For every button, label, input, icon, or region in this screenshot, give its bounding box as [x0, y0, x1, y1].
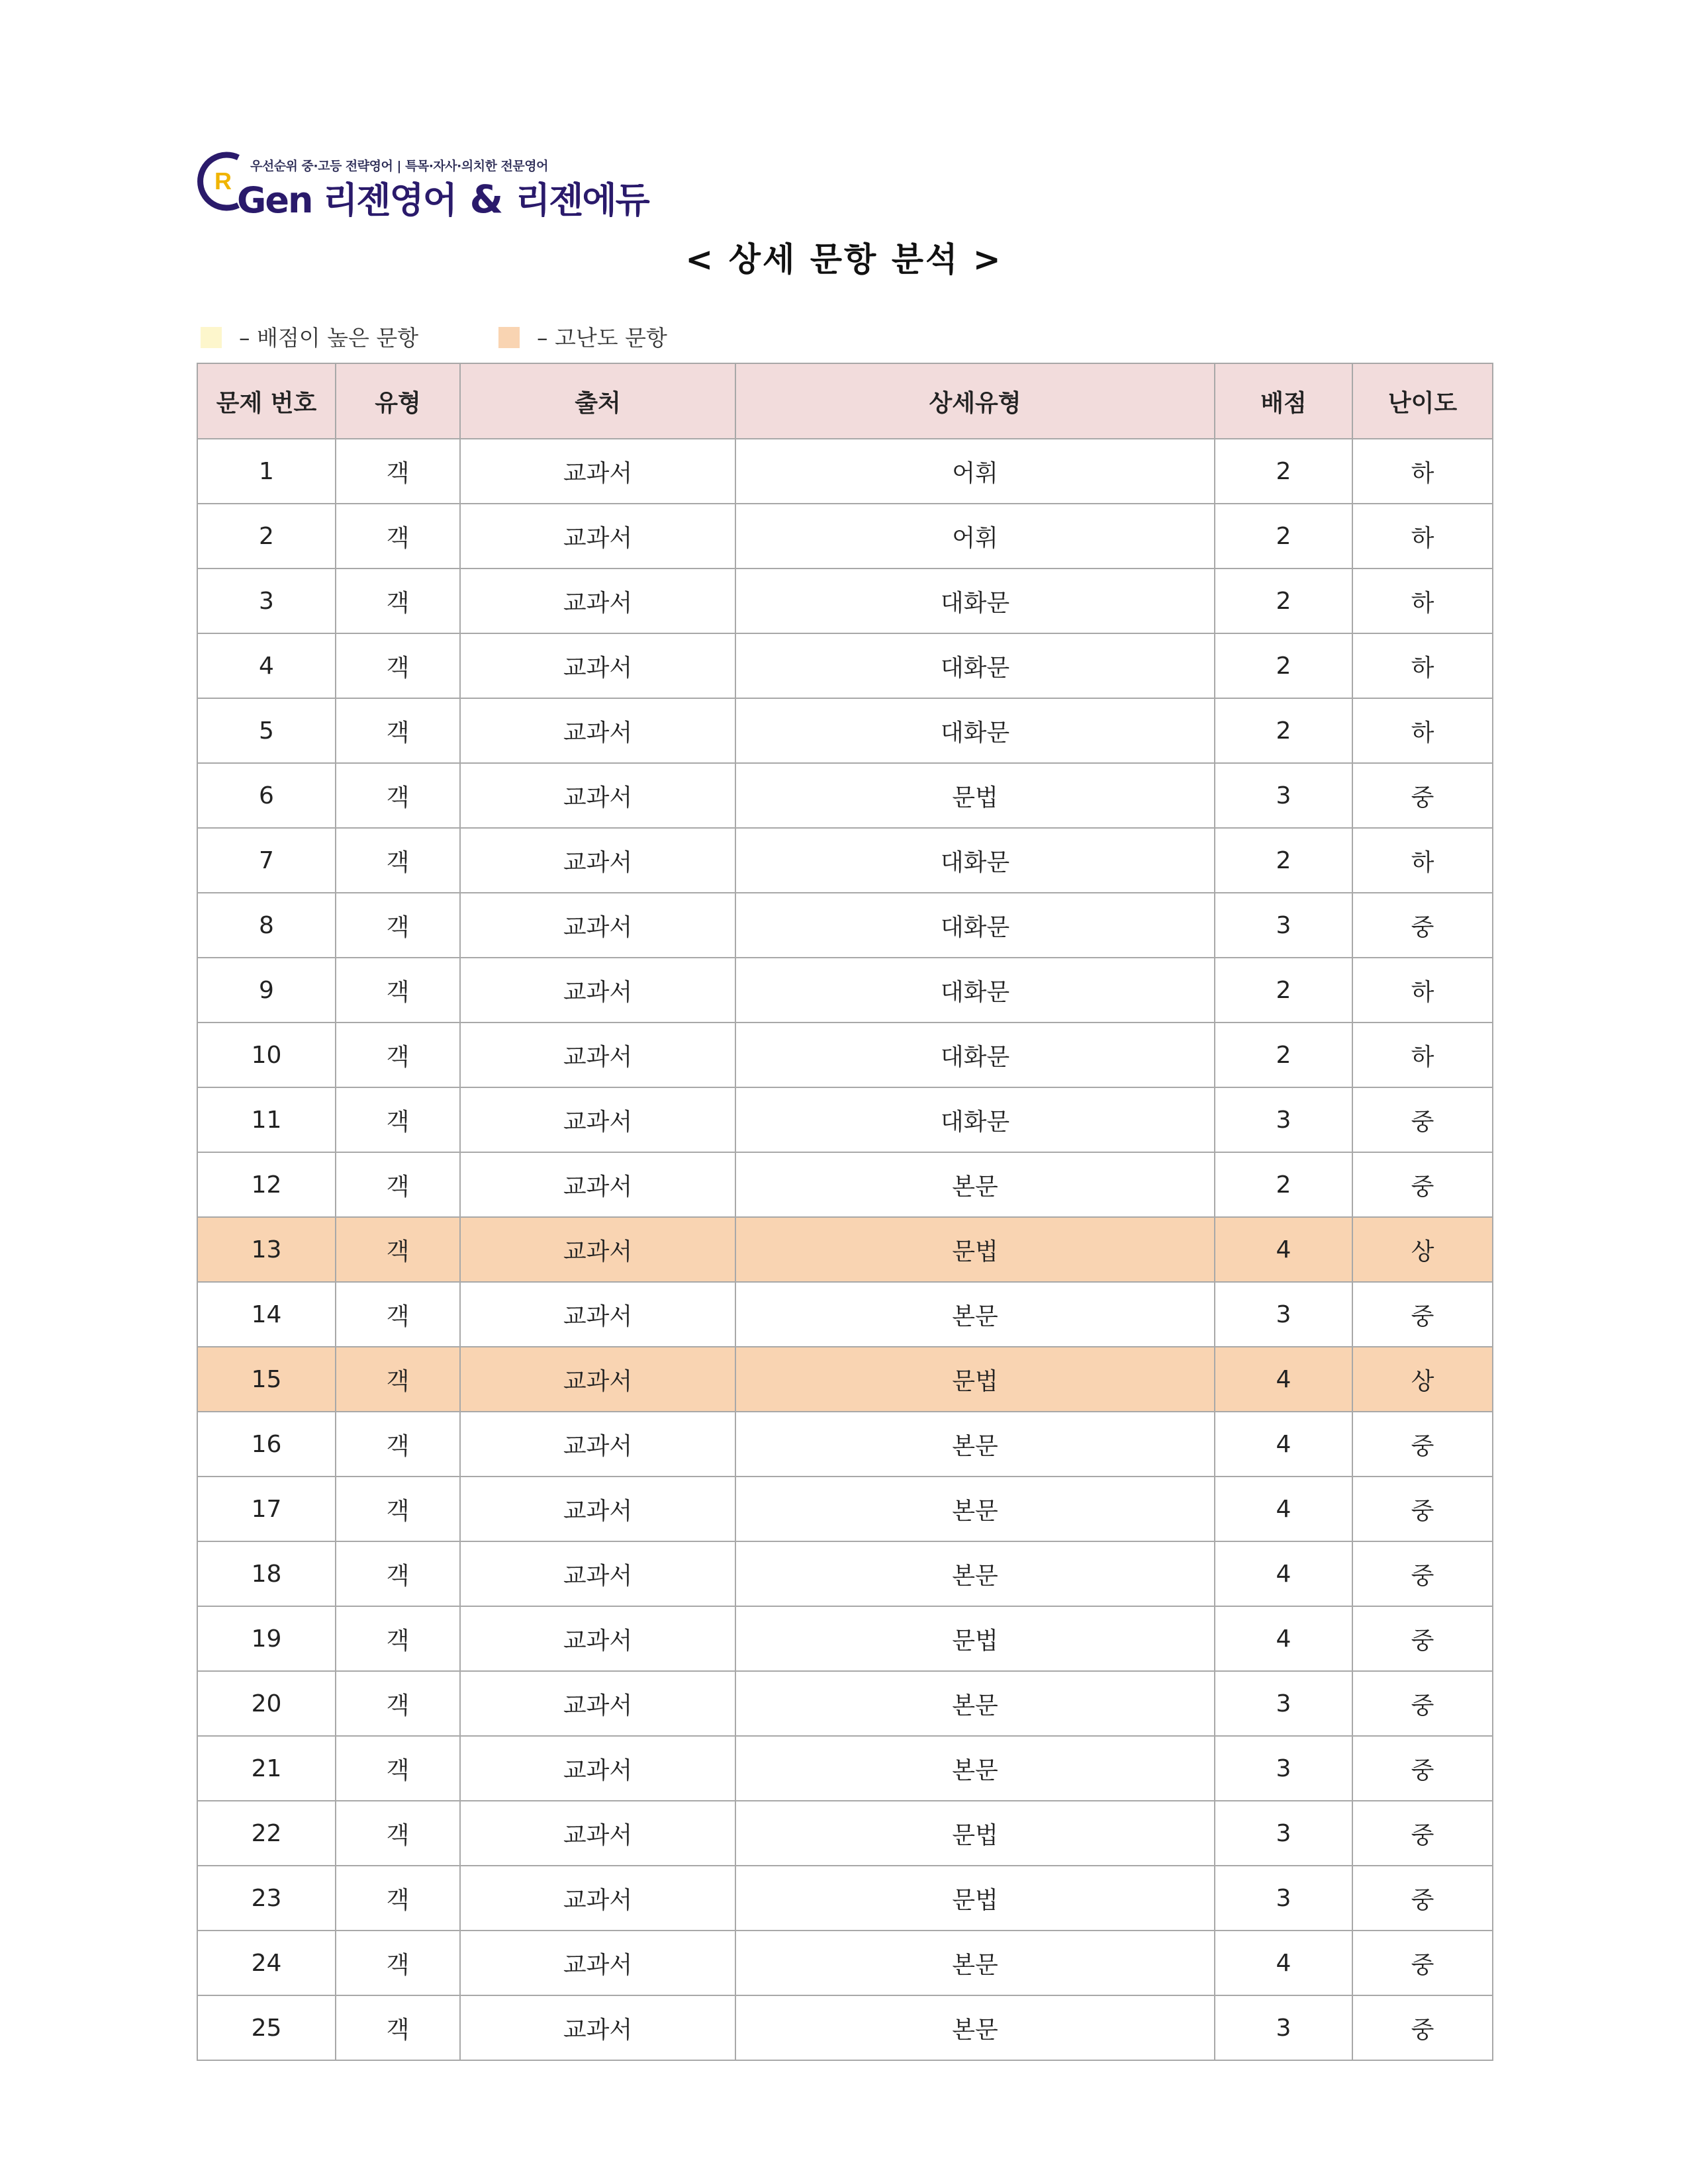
table-row [197, 1152, 1493, 1217]
logo-letter: R [214, 167, 232, 195]
cell-level: 중 [1352, 1995, 1493, 2060]
cell-type: 객 [336, 569, 460, 633]
table-row [197, 1606, 1493, 1671]
legend-swatch-yellow [201, 327, 222, 348]
cell-type: 객 [336, 1282, 460, 1347]
cell-source: 교과서 [460, 763, 735, 828]
table-row [197, 893, 1493, 958]
cell-number: 7 [197, 828, 336, 893]
brand-name [237, 172, 649, 223]
cell-detail: 문법 [735, 1217, 1215, 1282]
cell-number: 14 [197, 1282, 336, 1347]
table-row [197, 1023, 1493, 1087]
cell-type: 객 [336, 698, 460, 763]
cell-detail: 대화문 [735, 1023, 1215, 1087]
cell-detail: 문법 [735, 1866, 1215, 1931]
cell-source: 교과서 [460, 1866, 735, 1931]
cell-source: 교과서 [460, 633, 735, 698]
cell-number: 18 [197, 1541, 336, 1606]
cell-score: 4 [1215, 1217, 1352, 1282]
cell-detail: 본문 [735, 1995, 1215, 2060]
cell-number: 20 [197, 1671, 336, 1736]
cell-number: 21 [197, 1736, 336, 1801]
cell-level: 중 [1352, 763, 1493, 828]
table-row [197, 504, 1493, 569]
cell-level: 하 [1352, 633, 1493, 698]
cell-source: 교과서 [460, 1087, 735, 1152]
cell-number: 25 [197, 1995, 336, 2060]
cell-score: 4 [1215, 1541, 1352, 1606]
cell-type: 객 [336, 1217, 460, 1282]
cell-level: 중 [1352, 1736, 1493, 1801]
cell-source: 교과서 [460, 1995, 735, 2060]
cell-level: 중 [1352, 1152, 1493, 1217]
cell-source: 교과서 [460, 439, 735, 504]
cell-type: 객 [336, 1606, 460, 1671]
cell-detail: 대화문 [735, 828, 1215, 893]
cell-type: 객 [336, 504, 460, 569]
cell-type: 객 [336, 1152, 460, 1217]
table-body [197, 439, 1493, 2060]
table-row [197, 1995, 1493, 2060]
cell-score: 2 [1215, 958, 1352, 1023]
cell-score: 3 [1215, 1087, 1352, 1152]
cell-source: 교과서 [460, 1152, 735, 1217]
cell-source: 교과서 [460, 1671, 735, 1736]
cell-detail: 대화문 [735, 698, 1215, 763]
cell-level: 상 [1352, 1347, 1493, 1412]
cell-level: 중 [1352, 1931, 1493, 1995]
cell-source: 교과서 [460, 504, 735, 569]
cell-number: 22 [197, 1801, 336, 1866]
table-row [197, 763, 1493, 828]
cell-source: 교과서 [460, 1931, 735, 1995]
cell-score: 2 [1215, 633, 1352, 698]
cell-score: 2 [1215, 439, 1352, 504]
cell-level: 하 [1352, 828, 1493, 893]
cell-source: 교과서 [460, 1541, 735, 1606]
cell-detail: 대화문 [735, 569, 1215, 633]
cell-type: 객 [336, 1477, 460, 1541]
cell-number: 8 [197, 893, 336, 958]
cell-score: 2 [1215, 1023, 1352, 1087]
table-row [197, 698, 1493, 763]
cell-score: 4 [1215, 1477, 1352, 1541]
header-number: 문제 번호 [197, 363, 336, 439]
cell-detail: 본문 [735, 1671, 1215, 1736]
table-row [197, 1736, 1493, 1801]
cell-score: 4 [1215, 1347, 1352, 1412]
cell-source: 교과서 [460, 1477, 735, 1541]
page-title: < 상세 문항 분석 > [685, 240, 1003, 279]
cell-level: 하 [1352, 504, 1493, 569]
cell-score: 2 [1215, 1152, 1352, 1217]
table-row [197, 1347, 1493, 1412]
cell-source: 교과서 [460, 698, 735, 763]
cell-detail: 대화문 [735, 893, 1215, 958]
brand-word: Gen [237, 179, 312, 221]
cell-level: 하 [1352, 1023, 1493, 1087]
cell-detail: 본문 [735, 1736, 1215, 1801]
header-detail: 상세유형 [735, 363, 1215, 439]
cell-detail: 본문 [735, 1931, 1215, 1995]
cell-type: 객 [336, 1023, 460, 1087]
cell-type: 객 [336, 828, 460, 893]
cell-number: 4 [197, 633, 336, 698]
cell-source: 교과서 [460, 1347, 735, 1412]
cell-score: 3 [1215, 763, 1352, 828]
cell-score: 3 [1215, 1736, 1352, 1801]
cell-level: 중 [1352, 1477, 1493, 1541]
cell-number: 2 [197, 504, 336, 569]
cell-number: 15 [197, 1347, 336, 1412]
cell-source: 교과서 [460, 1736, 735, 1801]
brand-name-left: 리젠영어 [323, 179, 456, 221]
cell-score: 3 [1215, 1995, 1352, 2060]
table-row [197, 1412, 1493, 1477]
cell-source: 교과서 [460, 1023, 735, 1087]
table-row [197, 1931, 1493, 1995]
cell-score: 3 [1215, 1866, 1352, 1931]
cell-number: 13 [197, 1217, 336, 1282]
cell-level: 하 [1352, 439, 1493, 504]
cell-level: 중 [1352, 1801, 1493, 1866]
cell-type: 객 [336, 763, 460, 828]
cell-number: 23 [197, 1866, 336, 1931]
cell-score: 3 [1215, 1671, 1352, 1736]
cell-type: 객 [336, 1087, 460, 1152]
cell-level: 하 [1352, 698, 1493, 763]
cell-level: 하 [1352, 569, 1493, 633]
cell-detail: 본문 [735, 1541, 1215, 1606]
cell-detail: 문법 [735, 763, 1215, 828]
cell-type: 객 [336, 1671, 460, 1736]
cell-detail: 본문 [735, 1152, 1215, 1217]
cell-number: 3 [197, 569, 336, 633]
cell-score: 2 [1215, 504, 1352, 569]
cell-type: 객 [336, 1736, 460, 1801]
cell-score: 3 [1215, 893, 1352, 958]
table-row [197, 569, 1493, 633]
cell-level: 중 [1352, 1866, 1493, 1931]
table-row [197, 1282, 1493, 1347]
cell-score: 3 [1215, 1282, 1352, 1347]
table-header-row [197, 363, 1493, 439]
cell-number: 11 [197, 1087, 336, 1152]
table-row [197, 1217, 1493, 1282]
table-row [197, 828, 1493, 893]
legend-item-high-difficulty [498, 321, 667, 352]
cell-number: 5 [197, 698, 336, 763]
cell-level: 상 [1352, 1217, 1493, 1282]
cell-score: 3 [1215, 1801, 1352, 1866]
cell-source: 교과서 [460, 958, 735, 1023]
cell-detail: 본문 [735, 1412, 1215, 1477]
legend-label: – 고난도 문항 [537, 325, 667, 351]
table-row [197, 1541, 1493, 1606]
table-row [197, 1087, 1493, 1152]
cell-number: 10 [197, 1023, 336, 1087]
cell-source: 교과서 [460, 569, 735, 633]
cell-score: 4 [1215, 1931, 1352, 1995]
question-analysis-table [197, 363, 1493, 2061]
brand-amp: & [469, 177, 502, 222]
cell-source: 교과서 [460, 893, 735, 958]
cell-number: 1 [197, 439, 336, 504]
cell-detail: 어휘 [735, 504, 1215, 569]
cell-type: 객 [336, 1347, 460, 1412]
cell-detail: 본문 [735, 1282, 1215, 1347]
cell-type: 객 [336, 439, 460, 504]
cell-source: 교과서 [460, 1217, 735, 1282]
table-row [197, 1866, 1493, 1931]
cell-type: 객 [336, 893, 460, 958]
header-type: 유형 [336, 363, 460, 439]
cell-detail: 대화문 [735, 958, 1215, 1023]
table-row [197, 1477, 1493, 1541]
cell-level: 중 [1352, 1282, 1493, 1347]
cell-type: 객 [336, 1995, 460, 2060]
cell-detail: 본문 [735, 1477, 1215, 1541]
cell-detail: 어휘 [735, 439, 1215, 504]
legend-item-high-score [201, 321, 418, 352]
cell-type: 객 [336, 1931, 460, 1995]
cell-number: 12 [197, 1152, 336, 1217]
brand-name-right: 리젠에듀 [516, 179, 649, 221]
cell-type: 객 [336, 958, 460, 1023]
legend-swatch-orange [498, 327, 520, 348]
cell-type: 객 [336, 1412, 460, 1477]
cell-number: 17 [197, 1477, 336, 1541]
cell-score: 2 [1215, 698, 1352, 763]
table-row [197, 1671, 1493, 1736]
table-row [197, 439, 1493, 504]
cell-detail: 대화문 [735, 1087, 1215, 1152]
cell-score: 4 [1215, 1412, 1352, 1477]
cell-detail: 문법 [735, 1801, 1215, 1866]
cell-detail: 대화문 [735, 633, 1215, 698]
cell-detail: 문법 [735, 1347, 1215, 1412]
cell-type: 객 [336, 633, 460, 698]
cell-level: 중 [1352, 1412, 1493, 1477]
cell-number: 16 [197, 1412, 336, 1477]
cell-number: 19 [197, 1606, 336, 1671]
cell-level: 중 [1352, 1087, 1493, 1152]
cell-type: 객 [336, 1541, 460, 1606]
cell-level: 중 [1352, 893, 1493, 958]
brand-tagline: 우선순위 중·고등 전략영어 | 특목·자사·의치한 전문영어 [250, 159, 548, 173]
cell-level: 하 [1352, 958, 1493, 1023]
cell-level: 중 [1352, 1606, 1493, 1671]
table-row [197, 633, 1493, 698]
cell-source: 교과서 [460, 1282, 735, 1347]
cell-level: 중 [1352, 1671, 1493, 1736]
cell-type: 객 [336, 1801, 460, 1866]
cell-detail: 문법 [735, 1606, 1215, 1671]
cell-number: 9 [197, 958, 336, 1023]
cell-type: 객 [336, 1866, 460, 1931]
cell-level: 중 [1352, 1541, 1493, 1606]
cell-number: 24 [197, 1931, 336, 1995]
cell-score: 2 [1215, 569, 1352, 633]
table-row [197, 1801, 1493, 1866]
legend-label: – 배점이 높은 문항 [239, 325, 419, 351]
header-level: 난이도 [1352, 363, 1493, 439]
cell-score: 4 [1215, 1606, 1352, 1671]
brand-logo [197, 147, 649, 222]
cell-source: 교과서 [460, 1606, 735, 1671]
cell-number: 6 [197, 763, 336, 828]
cell-source: 교과서 [460, 1801, 735, 1866]
cell-source: 교과서 [460, 828, 735, 893]
header-source: 출처 [460, 363, 735, 439]
cell-source: 교과서 [460, 1412, 735, 1477]
cell-score: 2 [1215, 828, 1352, 893]
table-row [197, 958, 1493, 1023]
header-score: 배점 [1215, 363, 1352, 439]
